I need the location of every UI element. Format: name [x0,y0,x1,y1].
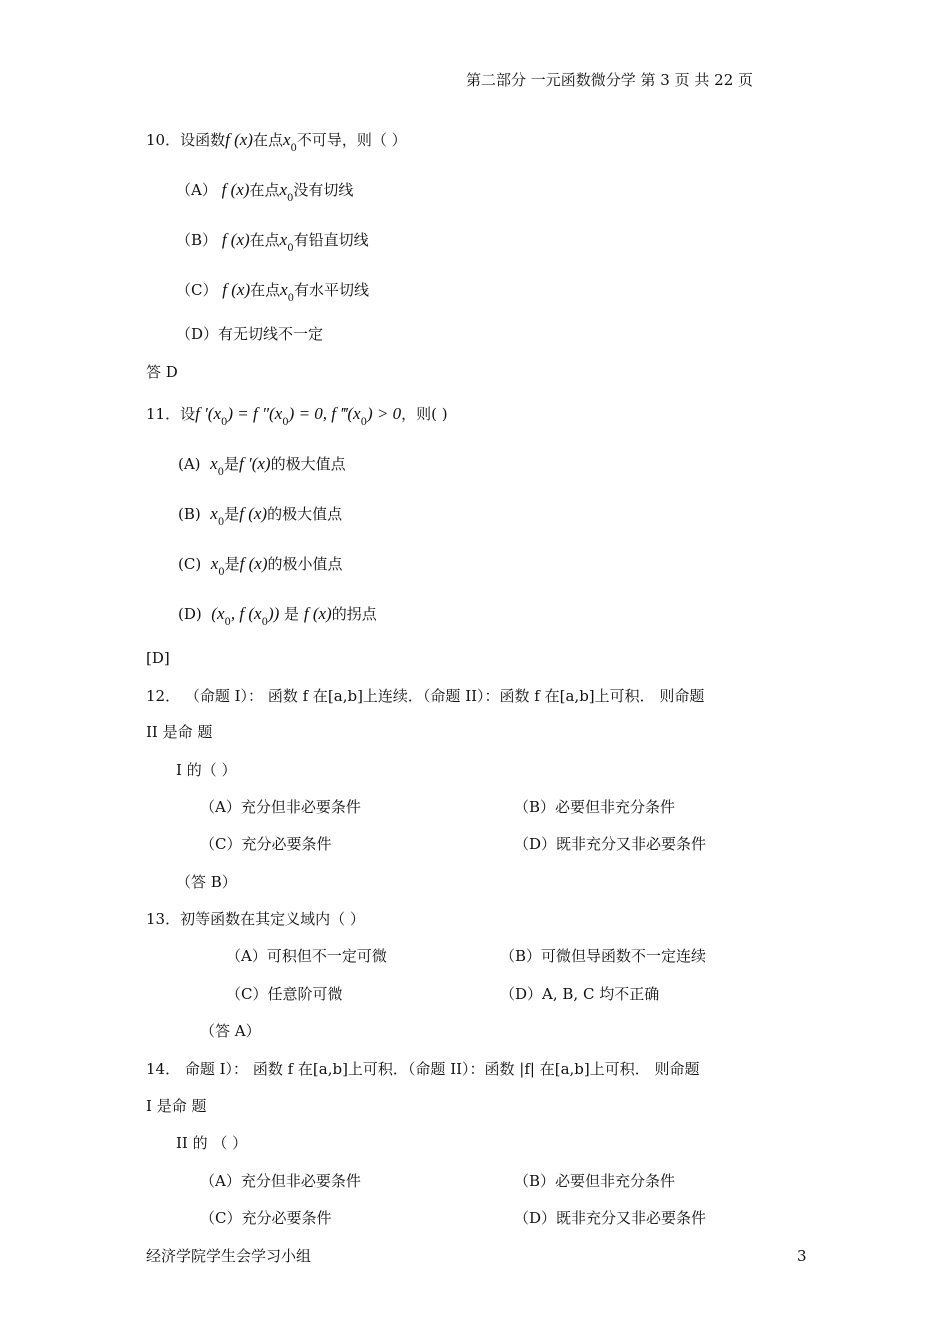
q13-stem: 13．初等函数在其定义域内（ ） [146,910,365,928]
footer-page-number: 3 [797,1247,807,1265]
q11-option-a: (A) $x_0$是f ′(x)的极大值点 [178,454,346,478]
q11-answer: [D] [146,649,170,667]
q14-option-d: （D）既非充分又非必要条件 [514,1209,707,1227]
q14-option-b: （B）必要但非充分条件 [514,1172,676,1190]
q13-option-d: （D）A, B, C 均不正确 [500,985,660,1003]
q10-option-c: （C） f (x)在点$x_0$有水平切线 [176,280,370,304]
page-header: 第二部分 一元函数微分学 第 3 页 共 22 页 [466,71,754,89]
q11-option-b: (B) $x_0$是f (x)的极大值点 [178,504,343,528]
q13-answer: （答 A） [200,1022,261,1040]
q10-answer: 答 D [146,363,178,381]
q13-option-b: （B）可微但导函数不一定连续 [500,947,707,965]
q11-option-d: (D) ($x_0$, f $(x_0)$) 是 f (x)的拐点 [178,604,377,628]
q12-option-a: （A）充分但非必要条件 [200,798,361,816]
q11-stem: 11．设f $'(x_0) = f$ $''(x_0) = 0$, f $‴(x_0) > 0$，则( ) [146,404,448,428]
q12-answer: （答 B） [176,873,237,891]
q10-option-d: （D）有无切线不一定 [176,325,324,343]
q12-option-d: （D）既非充分又非必要条件 [514,835,707,853]
q10-option-a: （A） f (x)在点$x_0$没有切线 [176,180,354,204]
footer-organization: 经济学院学生会学习小组 [146,1247,312,1265]
q10-option-b: （B） f (x)在点$x_0$有铅直切线 [176,230,369,254]
q14-stem-line3: II 的 （ ） [176,1134,248,1152]
q12-stem-line1: 12． （命题 I）： 函数 f 在[a,b]上连续．（命题 II）：函数 f 在[a,b]上可积． 则命题 [146,687,705,705]
q13-option-a: （A）可积但不一定可微 [226,947,387,965]
q13-option-c: （C）任意阶可微 [226,985,343,1003]
q12-stem-line3: I 的（ ） [176,761,237,779]
q14-option-c: （C）充分必要条件 [200,1209,332,1227]
q11-option-c: (C) $x_0$是f (x)的极小值点 [178,554,343,578]
q14-stem-line1: 14． 命题 I）： 函数 f 在[a,b]上可积．（命题 II）：函数 |f| 在[a,b]上可积． 则命题 [146,1060,700,1078]
q12-option-b: （B）必要但非充分条件 [514,798,676,816]
q14-option-a: （A）充分但非必要条件 [200,1172,361,1190]
q12-option-c: （C）充分必要条件 [200,835,332,853]
q10-stem: 10．设函数f (x)在点$x_0$不可导，则（ ） [146,130,407,154]
q14-stem-line2: I 是命 题 [146,1097,207,1115]
q12-stem-line2: II 是命 题 [146,723,213,741]
